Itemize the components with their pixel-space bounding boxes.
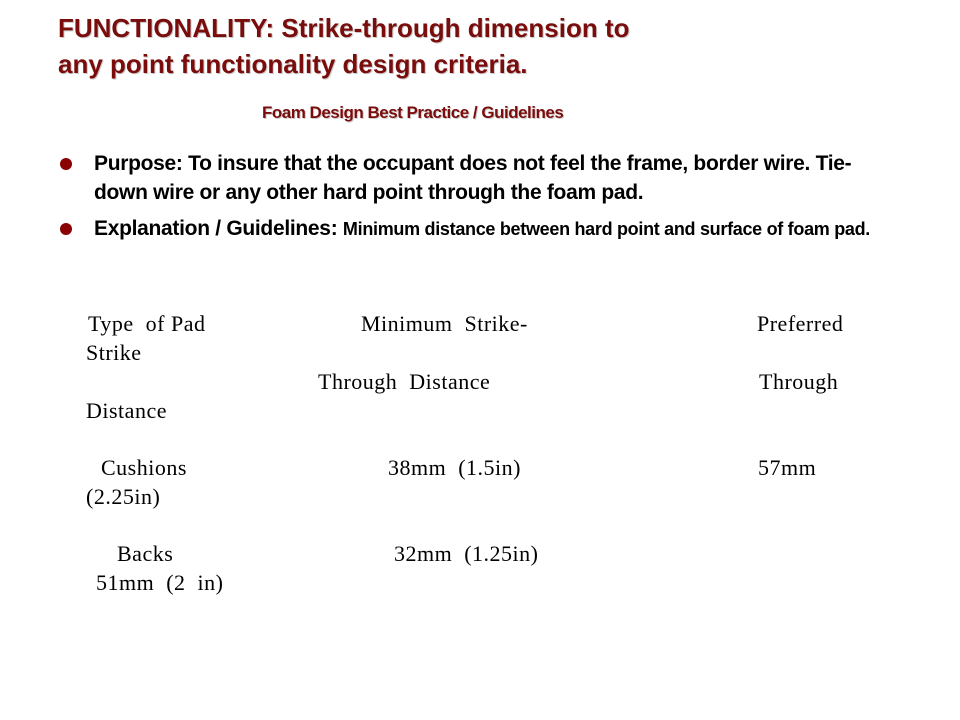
- header-minimum-strike: Minimum Strike-: [361, 311, 528, 336]
- bullet-explanation: [94, 214, 904, 244]
- row-cushions-preferred-in: (2.25in): [86, 484, 161, 509]
- row-cushions-preferred: 57mm: [758, 455, 817, 480]
- title-line-2: any point functionality design criteria.: [58, 49, 528, 79]
- bullet-purpose-label: Purpose: [94, 152, 176, 175]
- bullet-explanation-label: Explanation / Guidelines: [94, 217, 331, 240]
- bullet-purpose: [94, 149, 904, 207]
- row-cushions-minimum: 38mm (1.5in): [388, 455, 521, 480]
- row-backs-preferred: 51mm (2 in): [96, 570, 224, 595]
- header-through-distance: Through Distance: [318, 369, 491, 394]
- bullet-purpose-separator: :: [175, 152, 189, 175]
- row-cushions-type: Cushions: [101, 455, 187, 480]
- bullet-explanation-separator: :: [330, 217, 343, 240]
- row-backs-minimum: 32mm (1.25in): [394, 541, 539, 566]
- slide-subtitle: Foam Design Best Practice / Guidelines: [262, 103, 564, 122]
- header-strike: Strike: [86, 340, 142, 365]
- bullet-dot-icon: [60, 223, 72, 235]
- bullet-purpose-text: To insure that the occupant does not feel the frame, border wire. Tie-down wire or any other hard point through the foam pad.: [94, 152, 852, 204]
- slide-title: [58, 10, 938, 82]
- header-through: Through: [759, 369, 839, 394]
- header-type-of-pad: Type of Pad: [88, 311, 206, 336]
- bullet-explanation-text: Minimum distance between hard point and surface of foam pad.: [342, 219, 870, 239]
- title-line-1: FUNCTIONALITY: Strike-through dimension to: [58, 13, 630, 43]
- row-backs-type: Backs: [117, 541, 174, 566]
- bullet-dot-icon: [60, 158, 72, 170]
- header-preferred: Preferred: [757, 311, 844, 336]
- header-distance: Distance: [86, 398, 167, 423]
